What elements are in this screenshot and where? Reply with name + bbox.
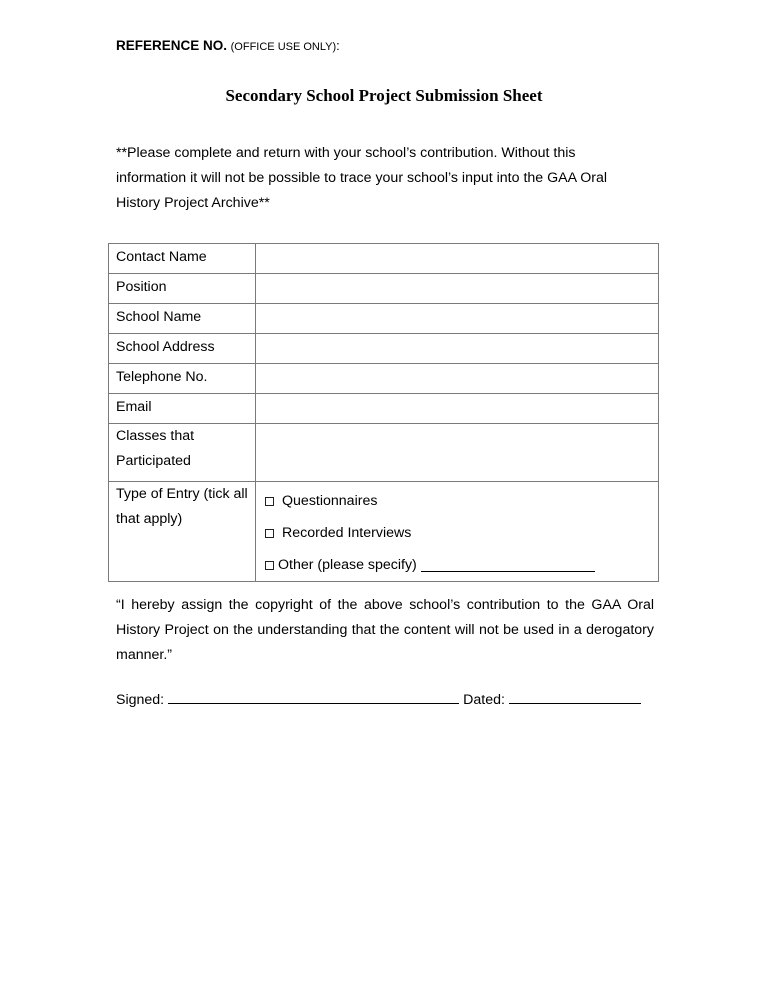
field-label-email: Email — [109, 394, 256, 424]
field-label-school-address: School Address — [109, 334, 256, 364]
field-telephone[interactable] — [256, 364, 659, 394]
field-label-classes: Classes that Participated — [109, 424, 256, 482]
office-use-note: (OFFICE USE ONLY) — [230, 41, 337, 53]
field-email[interactable] — [256, 394, 659, 424]
field-classes[interactable] — [256, 424, 659, 482]
checkbox-icon[interactable] — [265, 561, 274, 570]
field-label-position: Position — [109, 274, 256, 304]
page-title-text: Secondary School Project Submission Sheet — [225, 86, 543, 105]
form-row-classes — [109, 424, 659, 482]
field-label-telephone: Telephone No. — [109, 364, 256, 394]
form-row-entry-type — [109, 482, 659, 582]
submission-form-table — [108, 243, 659, 582]
form-row-telephone — [109, 364, 659, 394]
field-school-name[interactable] — [256, 304, 659, 334]
reference-colon: : — [336, 38, 340, 53]
copyright-statement: “I hereby assign the copyright of the above school’s contribution to the GAA Oral History Project on the understanding that the content will not be used in a derogatory manner.” — [116, 597, 654, 663]
form-row-school-address — [109, 334, 659, 364]
option-other[interactable] — [263, 549, 651, 581]
option-recorded-interviews[interactable] — [263, 517, 651, 549]
signed-field[interactable] — [168, 690, 459, 704]
field-position[interactable] — [256, 274, 659, 304]
checkbox-icon[interactable] — [265, 497, 274, 506]
intro-instructions: **Please complete and return with your school’s contribution. Without this information it will not be possible to trace your school’s input into the GAA Oral History Project Archive** — [116, 145, 608, 211]
form-row-school-name — [109, 304, 659, 334]
page-title — [0, 86, 768, 106]
field-label-school-name: School Name — [109, 304, 256, 334]
entry-type-options — [256, 482, 659, 582]
signed-label: Signed: — [116, 692, 165, 708]
dated-field[interactable] — [509, 690, 641, 704]
form-row-contact-name — [109, 244, 659, 274]
other-specify-field[interactable] — [421, 558, 595, 572]
option-label: Recorded Interviews — [282, 525, 412, 541]
field-contact-name[interactable] — [256, 244, 659, 274]
field-label-entry-type: Type of Entry (tick all that apply) — [109, 482, 256, 582]
form-row-email — [109, 394, 659, 424]
dated-label: Dated: — [463, 692, 505, 708]
field-label-contact-name: Contact Name — [109, 244, 256, 274]
option-label: Questionnaires — [282, 493, 378, 509]
option-questionnaires[interactable] — [263, 485, 651, 517]
checkbox-icon[interactable] — [265, 529, 274, 538]
field-school-address[interactable] — [256, 334, 659, 364]
form-row-position — [109, 274, 659, 304]
reference-number-line — [116, 38, 340, 53]
signature-line — [116, 690, 641, 708]
reference-label: REFERENCE NO. — [116, 38, 228, 53]
option-label: Other (please specify) — [278, 557, 417, 573]
